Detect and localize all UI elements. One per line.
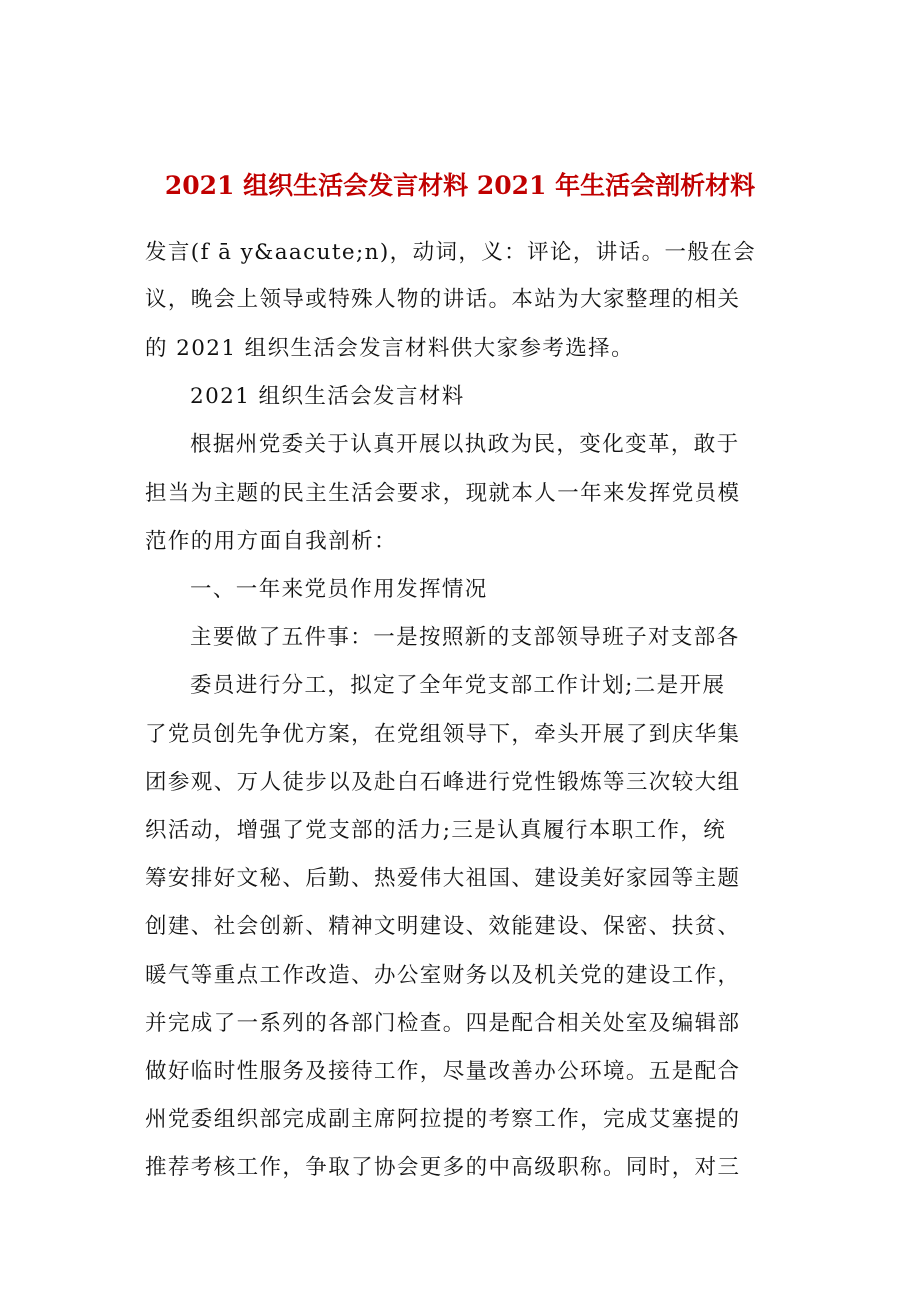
paragraph-line: 团参观、万人徒步以及赴白石峰进行党性锻炼等三次较大组 [145,770,741,795]
paragraph-line: 创建、社会创新、精神文明建设、效能建设、保密、扶贫、 [145,914,741,939]
paragraph-line: 的 2021 组织生活会发言材料供大家参考选择。 [145,336,634,361]
paragraph-line: 暖气等重点工作改造、办公室财务以及机关党的建设工作， [145,963,741,988]
paragraph-line: 主要做了五件事：一是按照新的支部领导班子对支部各 [190,625,740,650]
paragraph-line: 做好临时性服务及接待工作，尽量改善办公环境。五是配合 [145,1059,741,1084]
paragraph-line: 委员进行分工，拟定了全年党支部工作计划;二是开展 [190,673,726,698]
paragraph-line: 范作的用方面自我剖析： [145,529,397,554]
paragraph-line: 推荐考核工作，争取了协会更多的中高级职称。同时，对三 [145,1155,741,1180]
section-heading: 2021 组织生活会发言材料 [190,384,465,409]
paragraph-line: 筹安排好文秘、后勤、热爱伟大祖国、建设美好家园等主题 [145,866,741,891]
paragraph-line: 根据州党委关于认真开展以执政为民，变化变革，敢于 [190,432,740,457]
paragraph-line: 州党委组织部完成副主席阿拉提的考察工作，完成艾塞提的 [145,1107,741,1132]
paragraph-line: 织活动，增强了党支部的活力;三是认真履行本职工作，统 [145,818,727,843]
section-heading: 一、一年来党员作用发挥情况 [190,577,488,602]
document-title: 2021 组织生活会发言材料 2021 年生活会剖析材料 [164,171,756,200]
paragraph-line: 并完成了一系列的各部门检查。四是配合相关处室及编辑部 [145,1011,741,1036]
paragraph-line: 议，晚会上领导或特殊人物的讲话。本站为大家整理的相关 [145,287,741,312]
paragraph-line: 了党员创先争优方案，在党组领导下，牵头开展了到庆华集 [145,722,741,747]
paragraph-line: 发言(f ā y&aacute;n)，动词，义：评论，讲话。一般在会 [145,240,757,265]
paragraph-line: 担当为主题的民主生活会要求，现就本人一年来发挥党员模 [145,481,741,506]
